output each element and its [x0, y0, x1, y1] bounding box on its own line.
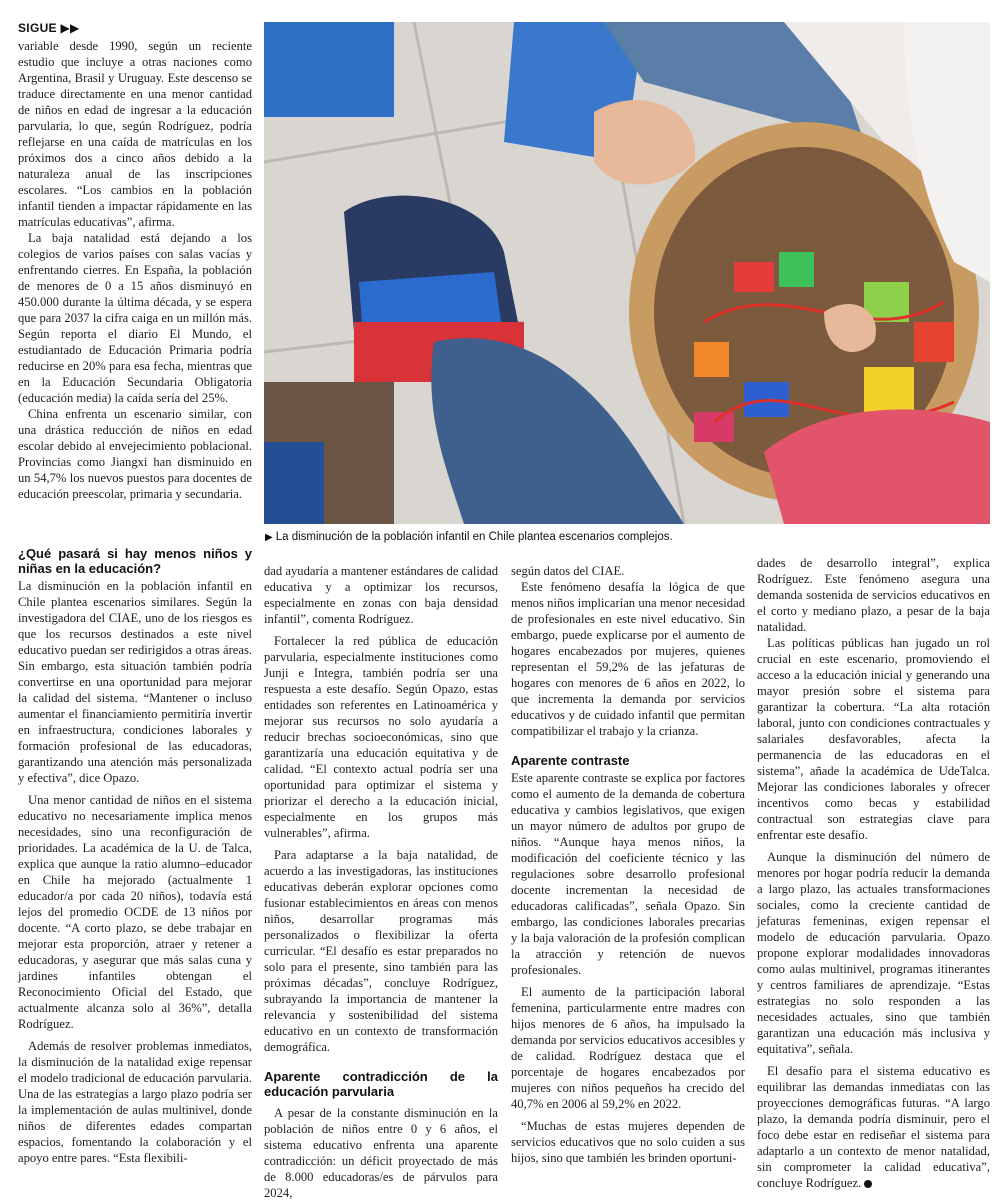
- column-3: [511, 563, 745, 1165]
- paragraph: Además de resolver problemas inmediatos, la disminución de la natalidad exige repensar el modelo tradicional de educación parvularia. Una de las estrategias a largo plazo podría ser la implementación de aulas multinivel, donde niños de diferentes edades compartan espacios, fomentando la colaboración y el apoyo entre pares. “Esta flexibili-: [18, 1039, 252, 1165]
- column-1-bottom: [18, 546, 252, 1165]
- section-heading: ¿Qué pasará si hay menos niños y niñas en la educación?: [18, 546, 252, 576]
- photo-illustration: [264, 22, 990, 524]
- paragraph: Este aparente contraste se explica por factores como el aumento de la demanda de cobertura educativa y cambios legislativos, que exigen un mayor número de adultos por grupo de niños. “Aunque haya menos niños, la modificación del coeficiente técnico y las regulaciones sobre desarrollo profesional docente incrementan la necesidad de educadoras calificadas”, señala Opazo. Sin embargo, las condiciones laborales precarias y la baja valoración de la profesión complican la atracción y retención de nuevos profesionales.: [511, 771, 745, 977]
- section-heading: Aparente contradicción de la educación parvularia: [264, 1069, 498, 1099]
- paragraph: Una menor cantidad de niños en el sistema educativo no necesariamente implica menos necesidades, sino una reconfiguración de prioridades. La académica de la U. de Talca, explica que aunque la ratio alumno–educador en Chile ha mejorado (actualmente 1 educador/a por cada 20 niños), todavía está lejos del promedio OCDE de 13 niños por docente. “A corto plazo, se debe trabajar en mejorar esta proporción, atraer y retener a educadoras, y asegurar que más salas cuna y jardines infantiles obtengan el Reconocimiento Oficial del Estado, que actualmente alcanza solo al 36%”, detalla Rodríguez.: [18, 793, 252, 1031]
- column-2: [264, 563, 498, 1200]
- caption-arrow-icon: ▶: [265, 532, 273, 543]
- paragraph: según datos del CIAE.: [511, 564, 625, 578]
- paragraph: Las políticas públicas han jugado un rol crucial en este escenario, promoviendo el acceso a la educación inicial y generando una mayor presión sobre el sistema para garantizar la cobertura. “La alta rotación laboral, junto con condiciones contractuales y salariales desfavorables, afecta la permanencia de las educadoras en el sistema”, añade la académica de UdeTalca. Mejorar las condiciones laborales y ofrecer incentivos como becas y estabilidad contractual son estrategias clave para enfrentar este desafío.: [757, 636, 990, 842]
- continue-marker: SIGUE ▶▶: [18, 21, 80, 35]
- paragraph: variable desde 1990, según un reciente estudio que incluye a otras naciones como Argentina, Brasil y Uruguay. Este descenso se traduce directamente en una menor cantidad de niños en edad de ingresar a la educación parvularia, lo que, según Rodríguez, podría reflejarse en una caída de matrículas en los próximos dos a cinco años debido a la naturaleza anual de las inscripciones escolares. “Los cambios en la población infantil tienden a impactar rápidamente en las matrículas educativas”, afirma.: [18, 39, 252, 229]
- paragraph: dad ayudaría a mantener estándares de calidad educativa y a optimizar los recursos, especialmente en zonas con baja densidad infantil”, comenta Rodríguez.: [264, 564, 498, 626]
- paragraph: “Muchas de estas mujeres dependen de servicios educativos que no solo cuiden a sus hijos, sino que también les brinden oportuni-: [511, 1119, 745, 1165]
- column-1-top: [18, 38, 252, 534]
- paragraph: [757, 1063, 990, 1191]
- paragraph: Este fenómeno desafía la lógica de que menos niños implicarían una menor necesidad de profesionales en este nivel educativo. Sin embargo, puede explicarse por el aumento de hogares encabezados por mujeres, quienes representan el 59,2% de las jefaturas de hogares con menores de 6 años en 2022, lo que incrementa la demanda por servicios educativos y de cuidado infantil que permitan compatibilizar el trabajo y la crianza.: [511, 580, 745, 738]
- column-4: [757, 555, 990, 1190]
- paragraph: Aunque la disminución del número de menores por hogar podría reducir la demanda a largo plazo, las actuales transformaciones sociales, como la creciente cantidad de jefaturas femeninas, exigen repensar el modelo de educación parvularia. Opazo propone explorar modalidades innovadoras como aulas multinivel, programas itinerantes y centros familiares de aprendizaje. “Estas estrategias no solo responden a las necesidades actuales, sino que también garantizan una educación más inclusiva y equitativa”, señala.: [757, 850, 990, 1056]
- end-of-article-icon: [864, 1180, 872, 1188]
- paragraph: El aumento de la participación laboral femenina, particularmente entre madres con hijos menores de 6 años, ha impulsado la demanda por servicios educativos accesibles y de calidad. Rodríguez destaca que el porcentaje de hogares encabezados por mujeres con niños pequeños ha crecido del 40,7% en 2006 al 59,2% en 2022.: [511, 985, 745, 1111]
- caption-text: La disminución de la población infantil en Chile plantea escenarios complejos.: [275, 531, 673, 543]
- photo-children-playing: [264, 22, 990, 524]
- closing-paragraph-text: El desafío para el sistema educativo es equilibrar las demandas inmediatas con las proyecciones demográficas futuras. “A largo plazo, la demanda podría disminuir, pero el foco debe estar en rediseñar el sistema para adaptarlo a un contexto de menor natalidad, sin comprometer la calidad educativa”, concluye Rodríguez.: [757, 1064, 990, 1190]
- paragraph: Para adaptarse a la baja natalidad, de acuerdo a las investigadoras, las instituciones educativas deberán explorar opciones como fusionar establecimientos en áreas con menos niños, desarrollar programas más personalizados o flexibilizar la oferta curricular. “El desafío es estar preparados no solo para el presente, sino también para las próximas décadas”, concluye Rodríguez, subrayando la importancia de mantener la relevancia y sostenibilidad del sistema educativo en un contexto de transformación demográfica.: [264, 848, 498, 1054]
- section-heading: Aparente contraste: [511, 753, 630, 768]
- paragraph: China enfrenta un escenario similar, con una drástica reducción de niños en edad escolar debido al envejecimiento poblacional. Provincias como Jiangxi han disminuido en un 54,7% los nuevos puestos para docentes de educación preescolar, primaria y secundaria.: [18, 407, 252, 501]
- photo-caption: [265, 531, 673, 543]
- paragraph: A pesar de la constante disminución en la población de niños entre 0 y 6 años, el sistema educativo enfrenta una aparente contradicción: un déficit proyectado de más de 8.000 educadoras/es de párvulos para 2024,: [264, 1106, 498, 1200]
- paragraph: Fortalecer la red pública de educación parvularia, especialmente instituciones como Junji e Integra, también podría ser una respuesta a este desafío. Según Opazo, estas entidades son referentes en Latinoamérica y mejorar sus recursos no solo ayudaría a reducir brechas socioeconómicas, sino que garantizaría una educación equitativa y de calidad. “El contexto actual podría ser una oportunidad para optimizar el sistema y priorizar el derecho a la educación inicial, especialmente en los grupos más vulnerables”, afirma.: [264, 634, 498, 840]
- paragraph: La disminución en la población infantil en Chile plantea escenarios similares. Según la investigadora del CIAE, uno de los riesgos es que los recursos destinados a este nivel educativo puedan ser redirigidos a otras áreas. Sin embargo, esta situación también podría convertirse en una oportunidad para mejorar la calidad del sistema. “Mantener o incluso aumentar el financiamiento permitiría invertir en infraestructura, condiciones laborales y formación profesional de las educadoras, garantizando una atención más personalizada y efectiva”, dice Opazo.: [18, 579, 252, 785]
- paragraph: La baja natalidad está dejando a los colegios de varios países con salas vacías y enfrentando cierres. En España, la población de menores de 0 a 15 años disminuyó en 450.000 durante la última década, y se espera que para 2037 la cifra caiga en un millón más. Según reporta el diario El Mundo, el estudiantado de Educación Primaria podría reducirse en 20% para esa fecha, mientras que en la Educación Secundaria Obligatoria (educación media) la caída sería del 25%.: [18, 231, 252, 405]
- paragraph: dades de desarrollo integral”, explica Rodríguez. Este fenómeno asegura una demanda sostenida de servicios educativos en el corto y mediano plazo, a pesar de la baja natalidad.: [757, 556, 990, 634]
